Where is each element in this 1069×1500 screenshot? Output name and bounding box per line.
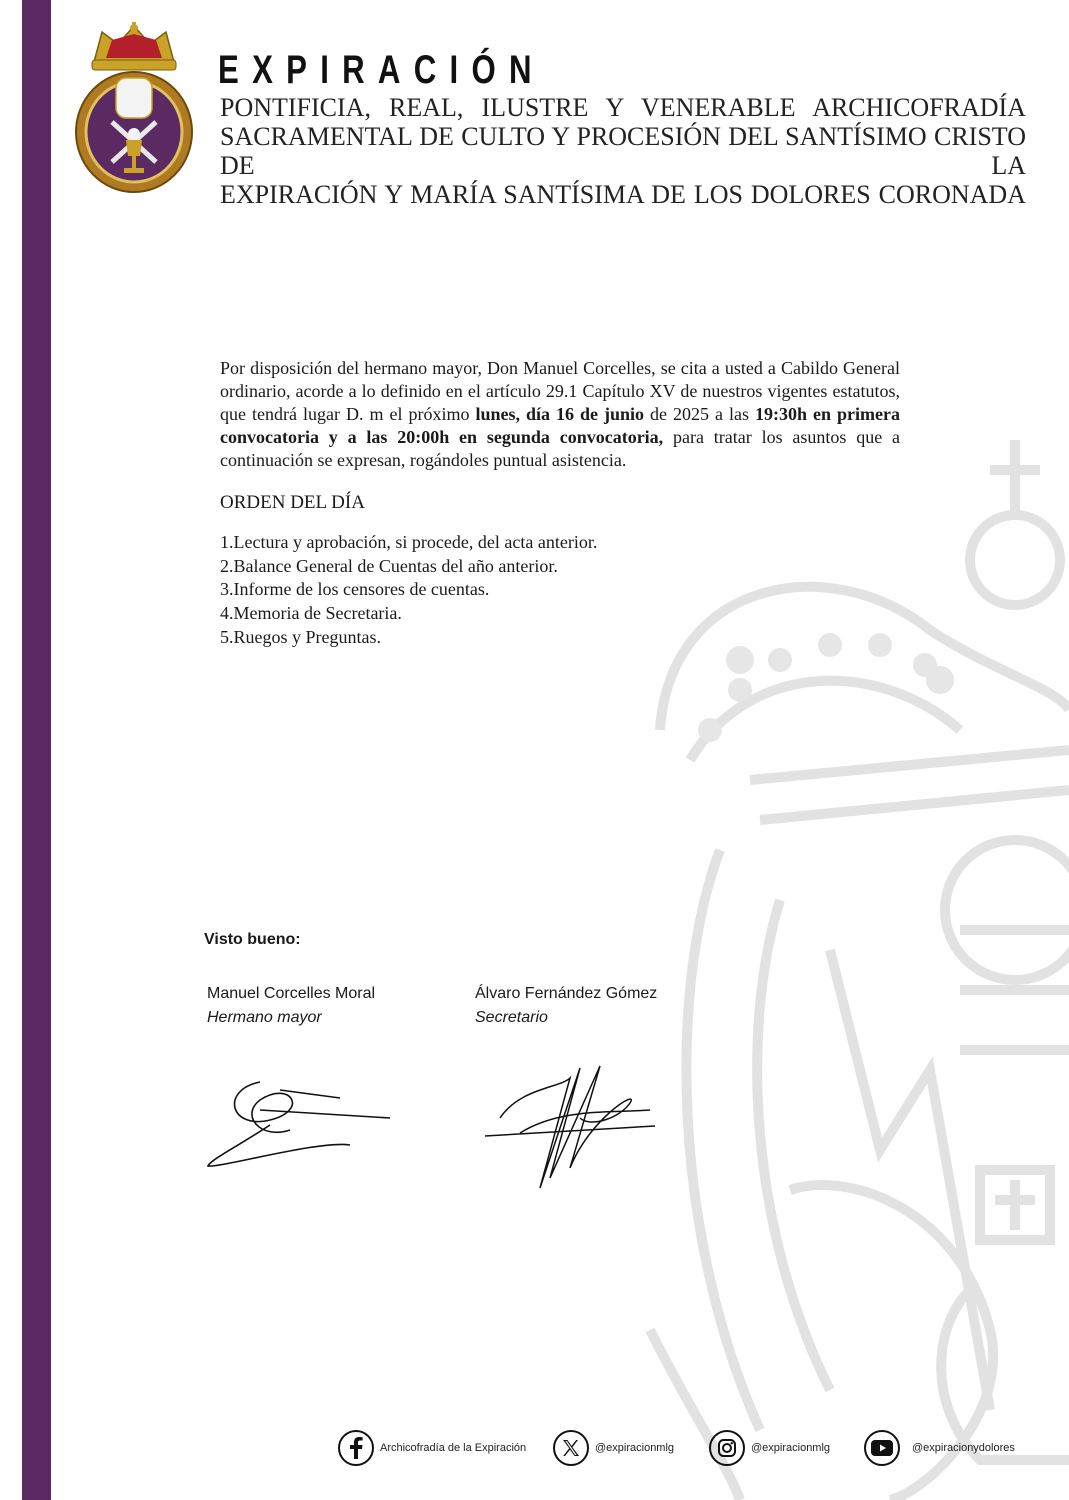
meeting-date: lunes, día 16 de junio bbox=[475, 404, 645, 424]
visto-bueno-label: Visto bueno: bbox=[204, 931, 301, 948]
facebook-icon bbox=[338, 1430, 374, 1466]
agenda-item: 3.Informe de los censores de cuentas. bbox=[220, 579, 490, 600]
brand-title: EXPIRACIÓN bbox=[218, 48, 545, 92]
organization-full-name bbox=[220, 93, 1026, 209]
paragraph-text: de 2025 a las bbox=[644, 404, 756, 424]
signer-name: Álvaro Fernández Gómez bbox=[475, 985, 658, 1002]
agenda-heading: ORDEN DEL DÍA bbox=[220, 492, 365, 513]
footer-youtube[interactable] bbox=[864, 1428, 1015, 1468]
youtube-icon bbox=[864, 1430, 900, 1466]
fullname-line: SACRAMENTAL DE CULTO Y PROCESIÓN DEL SANTÍSIMO CRISTO DE LA bbox=[220, 122, 1026, 180]
x-icon bbox=[553, 1430, 589, 1466]
paragraph-text: Por disposición del hermano mayor, Don Manuel Corcelles, se cita a usted a Cabildo General ordinario, acorde a lo definido en el artículo 29.1 Capítulo XV de nuestros vigentes estatutos, que tendrá lugar D. m el próximo bbox=[220, 358, 900, 424]
x-handle: @expiracionmlg bbox=[595, 1442, 675, 1454]
convocation-paragraph bbox=[220, 357, 900, 472]
signer-role: Secretario bbox=[475, 1009, 548, 1026]
footer-x[interactable] bbox=[553, 1428, 674, 1468]
watermark-crest-icon bbox=[630, 430, 1069, 1500]
signer-name: Manuel Corcelles Moral bbox=[207, 985, 376, 1002]
meeting-times: 19:30h en primera convocatoria y a las 20:00h en segunda convocatoria, bbox=[220, 404, 900, 447]
signer-block-secretario bbox=[475, 982, 657, 1030]
facebook-handle: Archicofradía de la Expiración bbox=[380, 1442, 527, 1454]
agenda-item: 2.Balance General de Cuentas del año anterior. bbox=[220, 555, 558, 576]
signature-secretario-icon bbox=[480, 1058, 660, 1193]
archicofradia-crest-icon bbox=[72, 22, 196, 194]
instagram-icon bbox=[709, 1430, 745, 1466]
agenda-item: 1.Lectura y aprobación, si procede, del acta anterior. bbox=[220, 532, 598, 552]
footer-facebook[interactable] bbox=[338, 1428, 526, 1468]
footer-instagram[interactable] bbox=[709, 1428, 830, 1468]
agenda-item: 4.Memoria de Secretaria. bbox=[220, 603, 402, 624]
agenda-item: 5.Ruegos y Preguntas. bbox=[220, 626, 381, 647]
fullname-line: EXPIRACIÓN Y MARÍA SANTÍSIMA DE LOS DOLORES CORONADA bbox=[220, 180, 1026, 209]
youtube-handle: @expiracionydolores bbox=[912, 1442, 1015, 1454]
signer-role: Hermano mayor bbox=[207, 1009, 322, 1026]
fullname-line: PONTIFICIA, REAL, ILUSTRE Y VENERABLE ARCHICOFRADÍA bbox=[220, 93, 1026, 122]
signer-block-hermano-mayor bbox=[207, 982, 375, 1030]
instagram-handle: @expiracionmlg bbox=[751, 1442, 831, 1454]
paragraph-text: para tratar los asuntos que a continuación se expresan, rogándoles puntual asistencia. bbox=[220, 427, 900, 470]
purple-sidebar-bar bbox=[22, 0, 51, 1500]
agenda-list bbox=[220, 531, 597, 650]
signature-hermano-mayor-icon bbox=[200, 1070, 400, 1175]
